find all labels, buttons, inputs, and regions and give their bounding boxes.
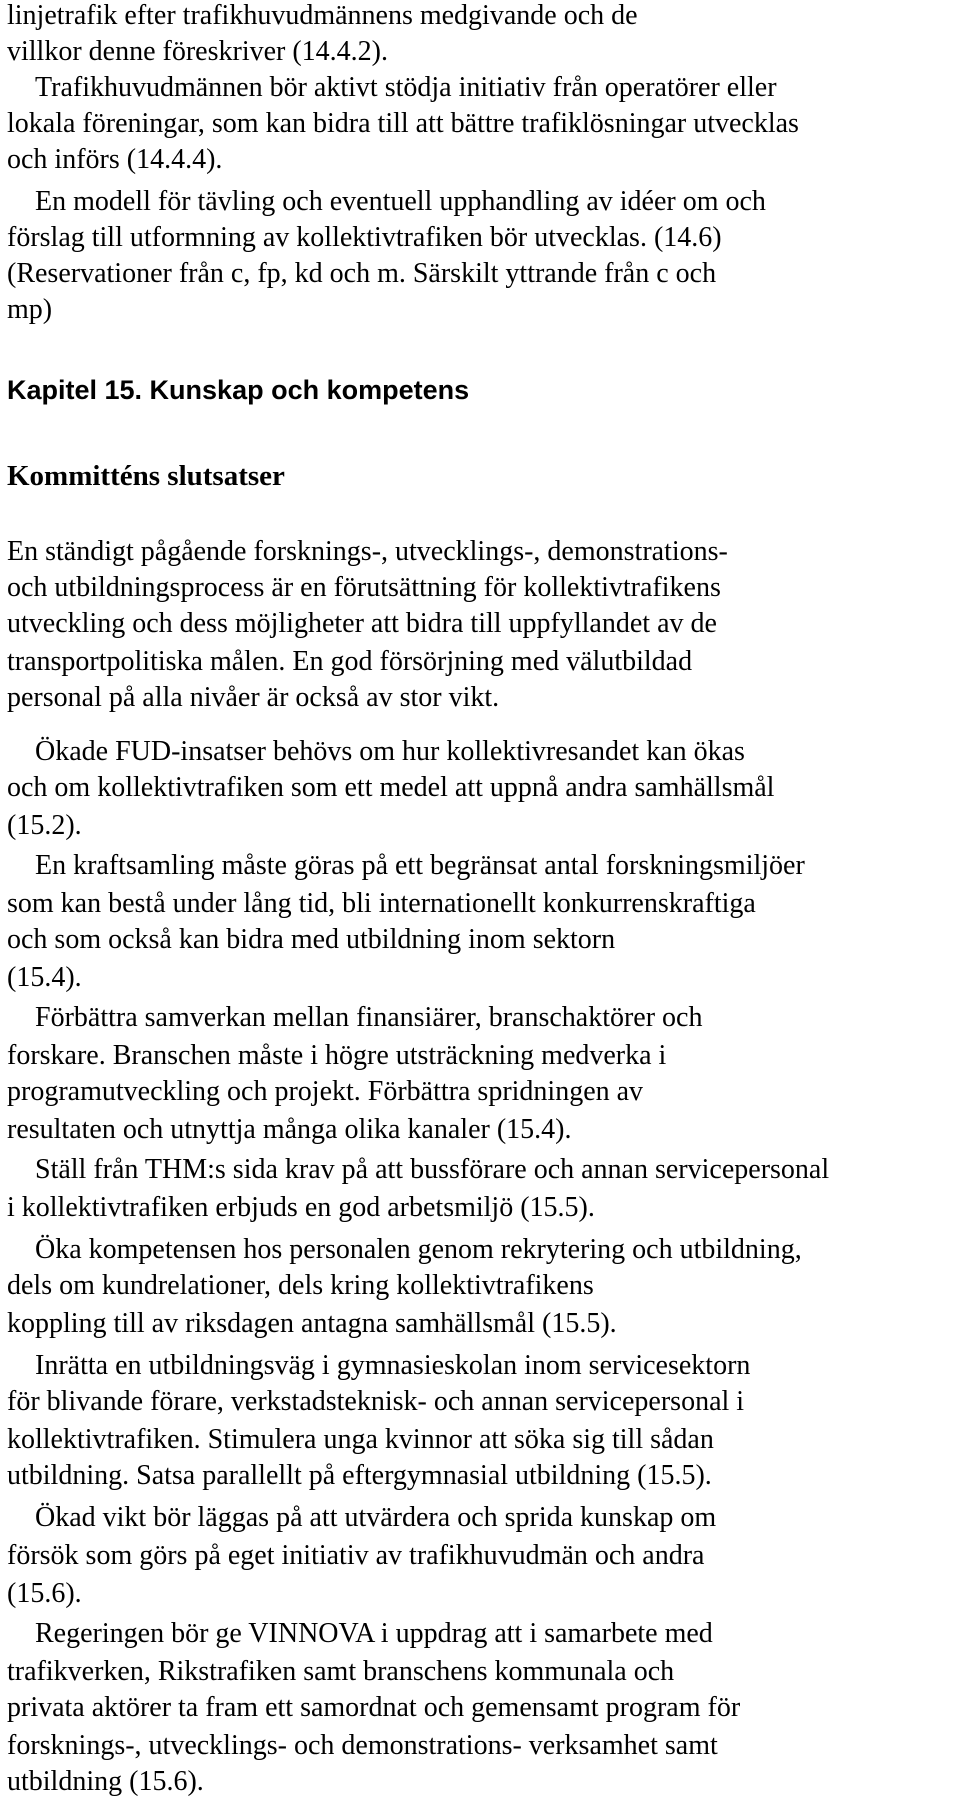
text-line: Regeringen bör ge VINNOVA i uppdrag att i samarbete med [35, 1618, 713, 1649]
text-line: Öka kompetensen hos personalen genom rekrytering och utbildning, [35, 1234, 802, 1265]
text-line: Förbättra samverkan mellan finansiärer, branschaktörer och [35, 1002, 703, 1033]
text-line: försök som görs på eget initiativ av trafikhuvudmän och andra [7, 1540, 705, 1571]
text-line: programutveckling och projekt. Förbättra spridningen av [7, 1076, 644, 1107]
text-line: villkor denne föreskriver (14.4.2). [7, 36, 388, 67]
text-line: linjetrafik efter trafikhuvudmännens medgivande och de [7, 0, 638, 31]
text-line: En modell för tävling och eventuell upphandling av idéer om och [35, 186, 766, 217]
text-line: för blivande förare, verkstadsteknisk- och annan servicepersonal i [7, 1386, 745, 1417]
section-heading: Kommitténs slutsatser [7, 460, 285, 492]
text-line: (15.2). [7, 810, 82, 841]
text-line: och utbildningsprocess är en förutsättning för kollektivtrafikens [7, 572, 721, 603]
text-line: lokala föreningar, som kan bidra till att bättre trafiklösningar utvecklas [7, 108, 799, 139]
text-line: koppling till av riksdagen antagna samhällsmål (15.5). [7, 1308, 617, 1339]
text-line: som kan bestå under lång tid, bli internationellt konkurrenskraftiga [7, 888, 756, 919]
text-line: (Reservationer från c, fp, kd och m. Särskilt yttrande från c och [7, 258, 717, 289]
text-line: privata aktörer ta fram ett samordnat och gemensamt program för [7, 1692, 741, 1723]
text-line: personal på alla nivåer är också av stor vikt. [7, 682, 500, 713]
text-line: forsknings-, utvecklings- och demonstrations- verksamhet samt [7, 1730, 718, 1761]
text-line: och om kollektivtrafiken som ett medel att uppnå andra samhällsmål [7, 772, 775, 803]
text-line: Inrätta en utbildningsväg i gymnasieskolan inom servicesektorn [35, 1350, 751, 1381]
text-line: i kollektivtrafiken erbjuds en god arbetsmiljö (15.5). [7, 1192, 595, 1223]
text-line: Ökade FUD-insatser behövs om hur kollektivresandet kan ökas [35, 736, 745, 767]
text-line: kollektivtrafiken. Stimulera unga kvinnor att söka sig till sådan [7, 1424, 714, 1455]
text-line: utbildning. Satsa parallellt på eftergymnasial utbildning (15.5). [7, 1460, 712, 1491]
text-line: utbildning (15.6). [7, 1766, 204, 1797]
text-line: En kraftsamling måste göras på ett begränsat antal forskningsmiljöer [35, 850, 805, 881]
text-line: En ständigt pågående forsknings-, utvecklings-, demonstrations- [7, 536, 728, 567]
text-line: resultaten och utnyttja många olika kanaler (15.4). [7, 1114, 572, 1145]
text-line: utveckling och dess möjligheter att bidra till uppfyllandet av de [7, 608, 717, 639]
text-line: trafikverken, Rikstrafiken samt branschens kommunala och [7, 1656, 675, 1687]
text-line: och som också kan bidra med utbildning inom sektorn [7, 924, 616, 955]
text-line: (15.4). [7, 962, 82, 993]
text-line: Ökad vikt bör läggas på att utvärdera och sprida kunskap om [35, 1502, 717, 1533]
text-line: mp) [7, 294, 53, 325]
text-line: Ställ från THM:s sida krav på att bussförare och annan servicepersonal [35, 1154, 830, 1185]
text-line: förslag till utformning av kollektivtrafiken bör utvecklas. (14.6) [7, 222, 722, 253]
text-line: transportpolitiska målen. En god försörjning med välutbildad [7, 646, 693, 677]
text-line: forskare. Branschen måste i högre utsträckning medverka i [7, 1040, 667, 1071]
text-line: dels om kundrelationer, dels kring kollektivtrafikens [7, 1270, 594, 1301]
text-line: Trafikhuvudmännen bör aktivt stödja initiativ från operatörer eller [35, 72, 777, 103]
text-line: och införs (14.4.4). [7, 144, 223, 175]
chapter-heading: Kapitel 15. Kunskap och kompetens [7, 375, 470, 405]
text-line: (15.6). [7, 1578, 82, 1609]
